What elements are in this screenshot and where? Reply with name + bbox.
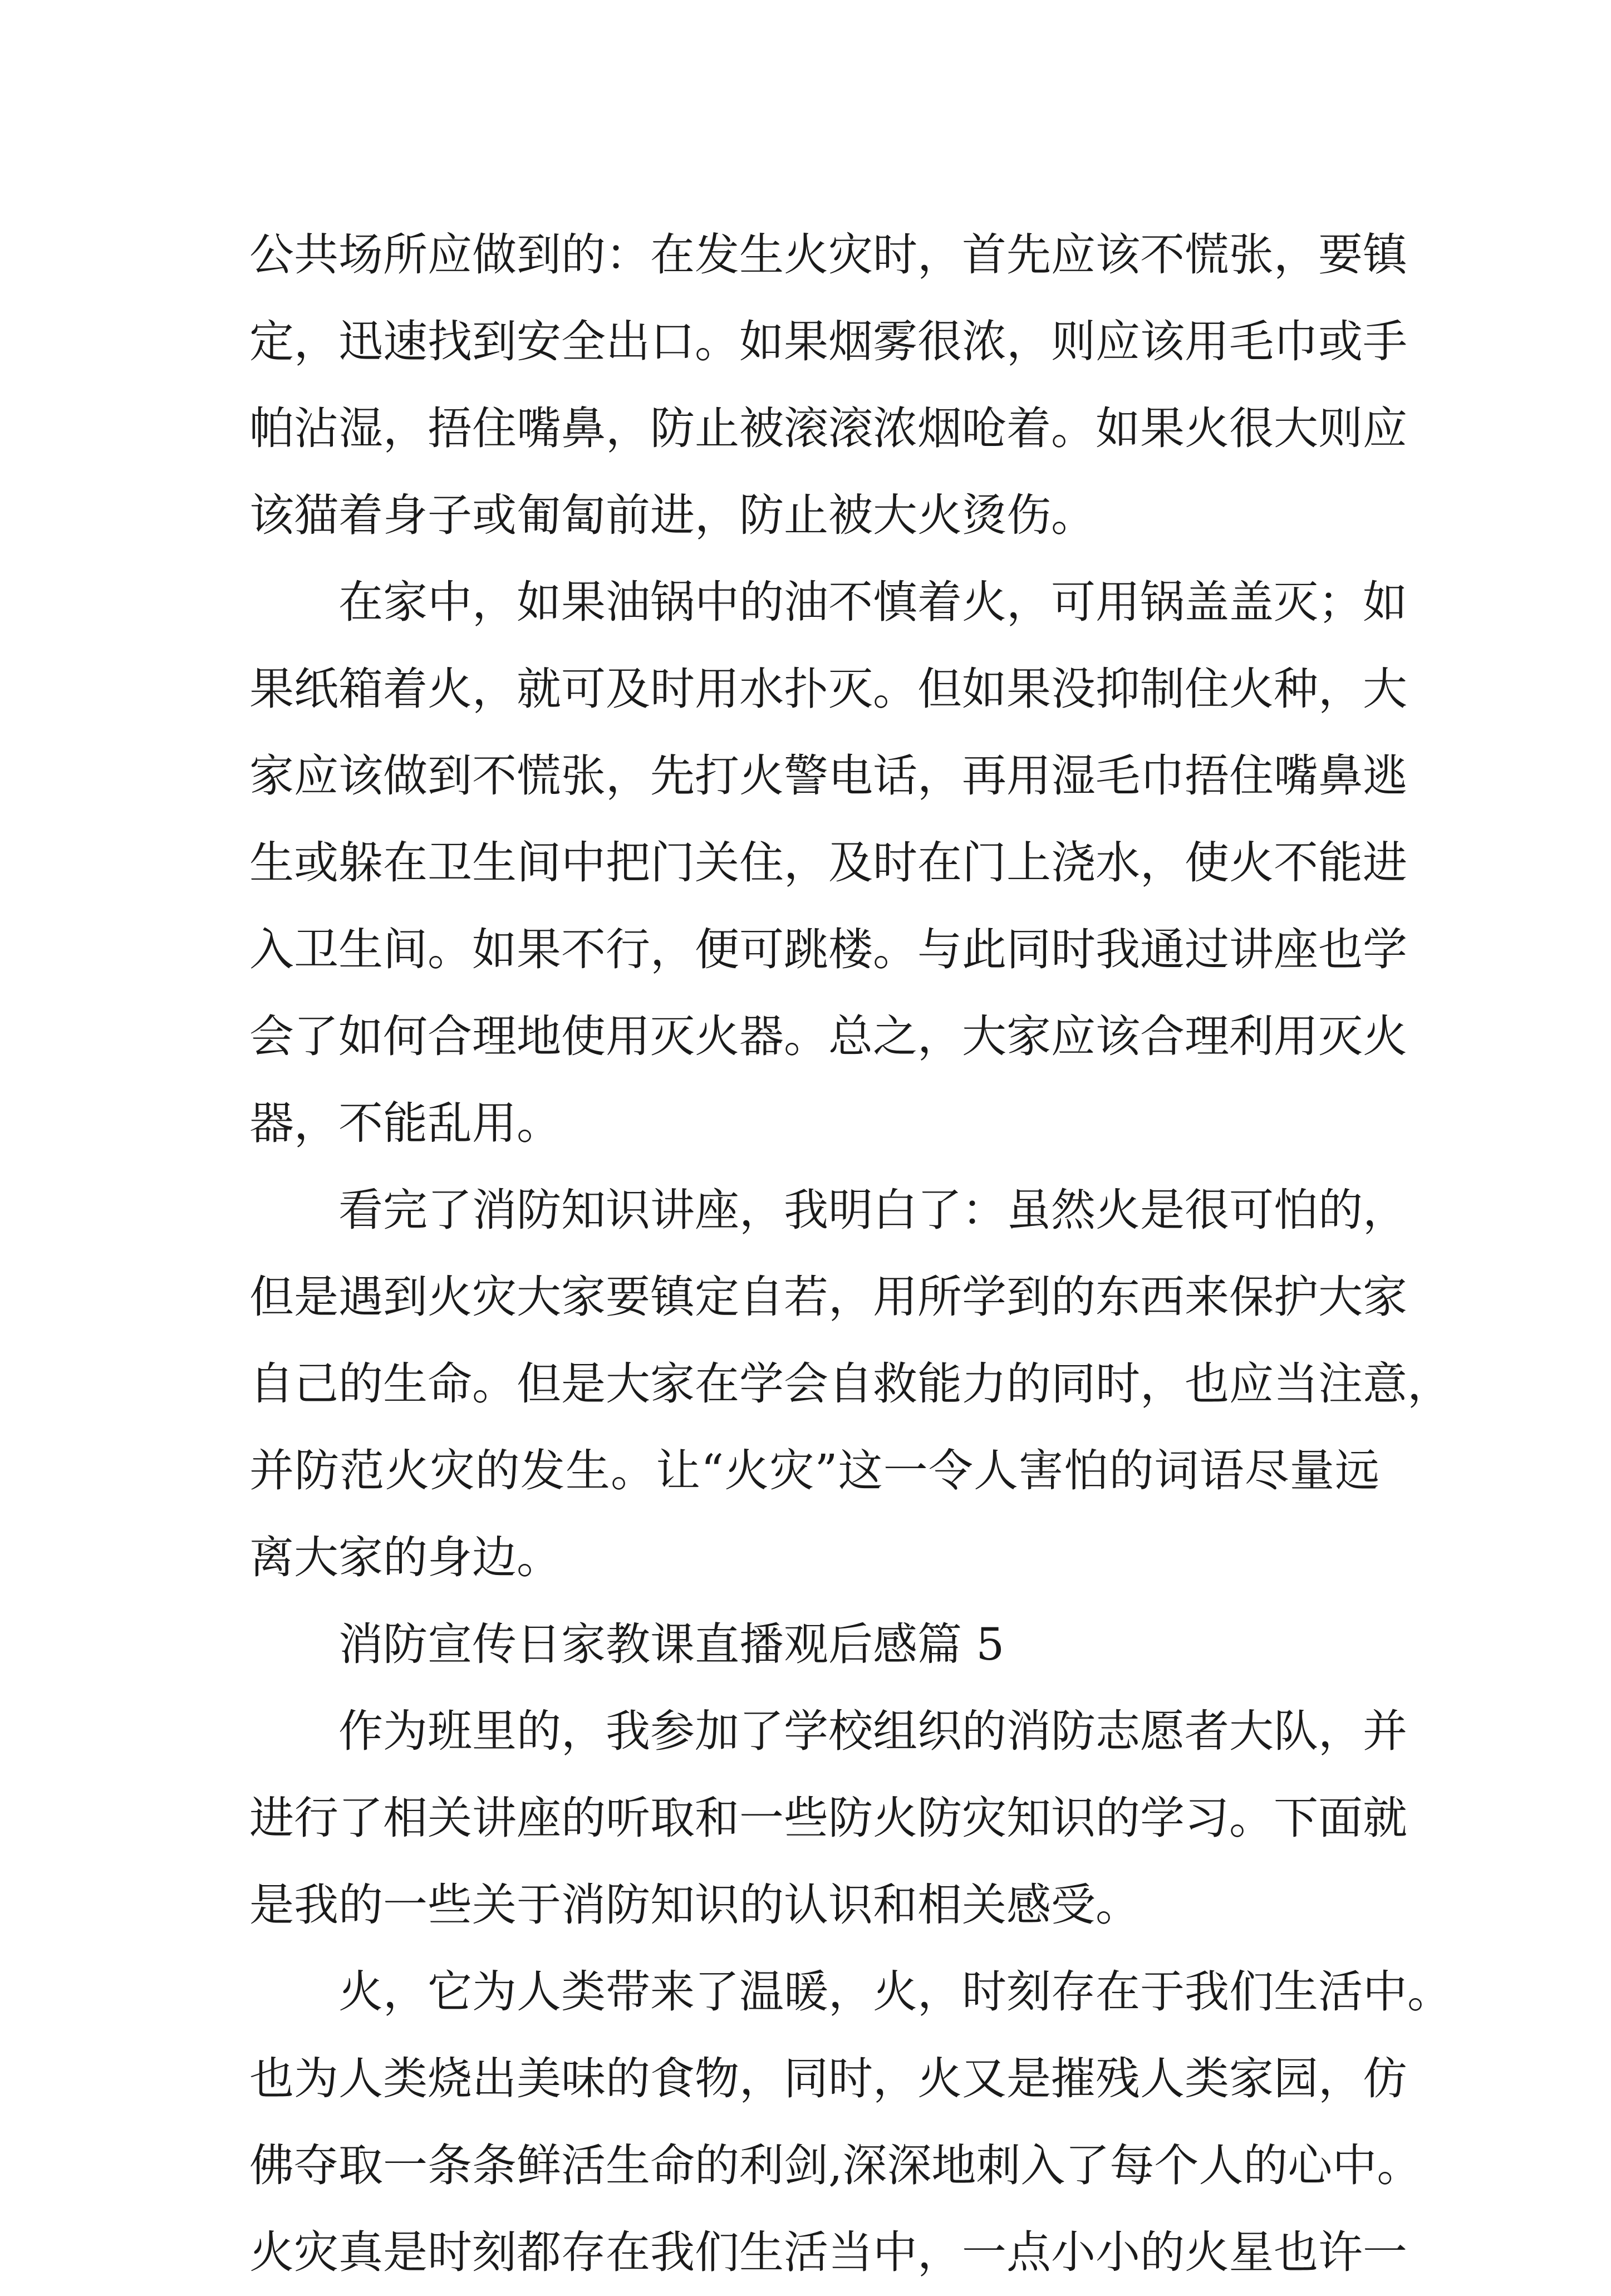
section-heading — [249, 1601, 1379, 1688]
text-line: 该猫着身子或匍匐前进，防止被大火烫伤。 — [249, 489, 1096, 541]
text-line: 入卫生间。如果不行，便可跳楼。与此同时我通过讲座也学 — [249, 924, 1407, 975]
text-line: 定，迅速找到安全出口。如果烟雾很浓，则应该用毛巾或手 — [249, 316, 1407, 367]
paragraph-4 — [249, 1688, 1407, 1949]
text-line: 火，它为人类带来了温暖，火，时刻存在于我们生活中。 — [338, 1966, 1452, 2018]
text-line: 佛夺取一条条鲜活生命的利剑,深深地刺入了每个人的心中。 — [249, 2140, 1422, 2191]
text-line: 离大家的身边。 — [249, 1532, 561, 1583]
text-line: 会了如何合理地使用灭火器。总之，大家应该合理利用灭火 — [249, 1010, 1407, 1062]
text-line: 在家中，如果油锅中的油不慎着火，可用锅盖盖灭；如 — [338, 576, 1407, 628]
text-line: 家应该做到不慌张，先打火警电话，再用湿毛巾捂住嘴鼻逃 — [249, 750, 1407, 802]
text-line: 生或躲在卫生间中把门关住，及时在门上浇水，使火不能进 — [249, 837, 1407, 889]
section-title: 消防宣传日家教课直播观后感篇 5 — [338, 1618, 1005, 1670]
text-line: 火灾真是时刻都存在我们生活当中，一点小小的火星也许一 — [249, 2226, 1407, 2278]
text-line: 是我的一些关于消防知识的认识和相关感受。 — [249, 1879, 1140, 1931]
text-line: 公共场所应做到的：在发生火灾时，首先应该不慌张，要镇 — [249, 229, 1407, 281]
text-line: 也为人类烧出美味的食物，同时，火又是摧残人类家园，仿 — [249, 2053, 1407, 2104]
paragraph-3 — [249, 1167, 1452, 1601]
body-text — [249, 212, 1452, 2296]
paragraph-5 — [249, 1949, 1452, 2296]
text-line: 自己的生命。但是大家在学会自救能力的同时，也应当注意， — [249, 1358, 1452, 1410]
paragraph-1 — [249, 212, 1407, 559]
text-line: 但是遇到火灾大家要镇定自若，用所学到的东西来保护大家 — [249, 1271, 1407, 1323]
text-line: 帕沾湿，捂住嘴鼻，防止被滚滚浓烟呛着。如果火很大则应 — [249, 403, 1407, 454]
text-line: 器，不能乱用。 — [249, 1097, 561, 1149]
text-line: 进行了相关讲座的听取和一些防火防灾知识的学习。下面就 — [249, 1792, 1407, 1844]
paragraph-2 — [249, 559, 1407, 1167]
text-line: 果纸箱着火，就可及时用水扑灭。但如果没抑制住火种，大 — [249, 663, 1407, 715]
text-line: 作为班里的，我参加了学校组织的消防志愿者大队，并 — [338, 1705, 1407, 1757]
text-line: 并防范火灾的发生。让“火灾”这一令人害怕的词语尽量远 — [249, 1445, 1379, 1497]
text-line: 看完了消防知识讲座，我明白了：虽然火是很可怕的， — [338, 1184, 1407, 1236]
